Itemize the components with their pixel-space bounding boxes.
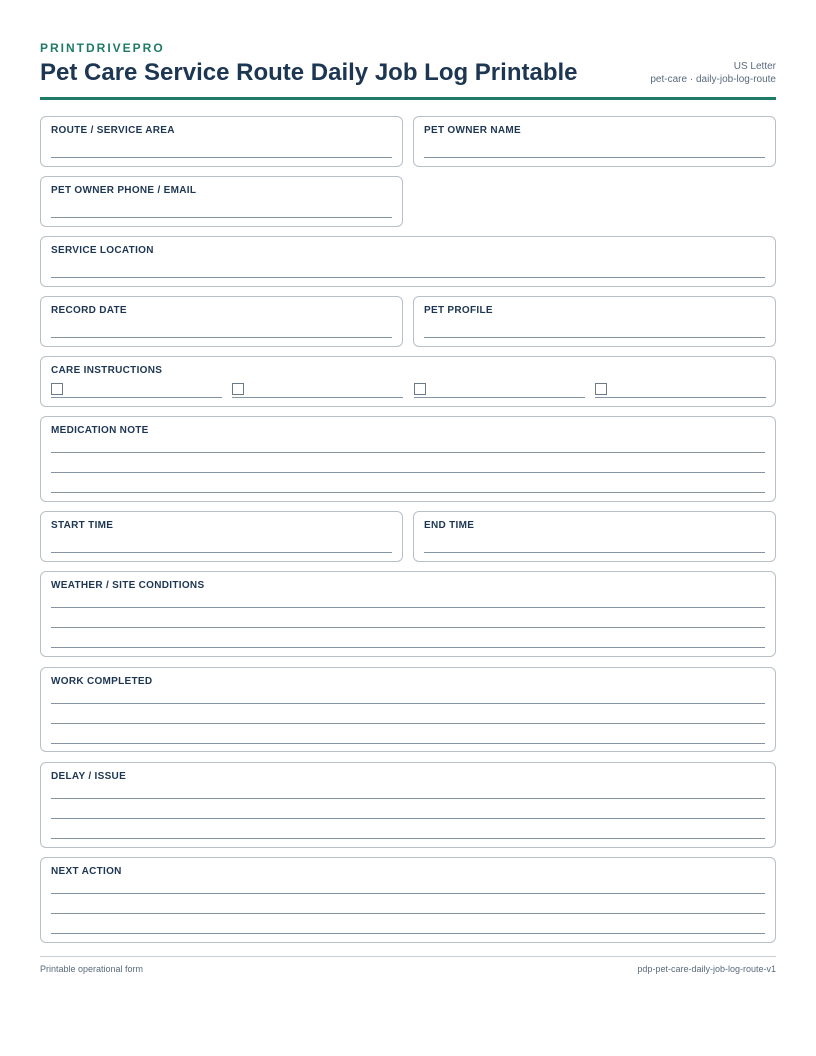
record-date-label: RECORD DATE — [51, 305, 127, 316]
write-line[interactable] — [51, 703, 765, 704]
document-meta — [650, 60, 776, 86]
pet-profile-label: PET PROFILE — [424, 305, 493, 316]
write-line[interactable] — [51, 933, 765, 934]
work-completed-field[interactable] — [40, 667, 776, 752]
write-line[interactable] — [424, 157, 765, 158]
start-time-field[interactable] — [40, 511, 403, 562]
owner-contact-label: PET OWNER PHONE / EMAIL — [51, 185, 197, 196]
next-action-label: NEXT ACTION — [51, 866, 122, 877]
write-line[interactable] — [51, 893, 765, 894]
end-time-field[interactable] — [413, 511, 776, 562]
write-line[interactable] — [51, 492, 765, 493]
medication-note-label: MEDICATION NOTE — [51, 425, 149, 436]
write-line[interactable] — [424, 337, 765, 338]
checkbox[interactable] — [51, 383, 63, 395]
delay-issue-label: DELAY / ISSUE — [51, 771, 127, 782]
care-instructions-label: CARE INSTRUCTIONS — [51, 365, 163, 376]
write-line[interactable] — [51, 838, 765, 839]
checkbox[interactable] — [595, 383, 607, 395]
medication-note-field[interactable] — [40, 416, 776, 502]
owner-name-label: PET OWNER NAME — [424, 125, 521, 136]
write-line[interactable] — [51, 217, 392, 218]
write-line[interactable] — [51, 818, 765, 819]
owner-name-field[interactable] — [413, 116, 776, 167]
pet-profile-field[interactable] — [413, 296, 776, 347]
write-line[interactable] — [51, 913, 765, 914]
weather-label: WEATHER / SITE CONDITIONS — [51, 580, 205, 591]
write-line[interactable] — [51, 277, 765, 278]
care-checkbox-item[interactable] — [414, 383, 585, 398]
brand-name: PRINTDRIVEPRO — [40, 41, 165, 55]
end-time-label: END TIME — [424, 520, 475, 531]
delay-issue-field[interactable] — [40, 762, 776, 848]
write-line[interactable] — [51, 337, 392, 338]
write-line[interactable] — [51, 723, 765, 724]
footer-left-text: Printable operational form — [40, 964, 144, 974]
write-line[interactable] — [51, 157, 392, 158]
write-line[interactable] — [51, 607, 765, 608]
weather-field[interactable] — [40, 571, 776, 657]
checkbox[interactable] — [414, 383, 426, 395]
owner-contact-field[interactable] — [40, 176, 403, 227]
care-instructions-field — [40, 356, 776, 407]
write-line[interactable] — [51, 552, 392, 553]
record-date-field[interactable] — [40, 296, 403, 347]
page-title: Pet Care Service Route Daily Job Log Printable — [40, 59, 578, 86]
checkbox[interactable] — [232, 383, 244, 395]
write-line[interactable] — [51, 452, 765, 453]
service-location-label: SERVICE LOCATION — [51, 245, 154, 256]
work-completed-label: WORK COMPLETED — [51, 676, 153, 687]
write-line[interactable] — [51, 743, 765, 744]
care-checkbox-item[interactable] — [595, 383, 766, 398]
write-line[interactable] — [424, 552, 765, 553]
header-divider — [40, 97, 776, 100]
footer-divider — [40, 956, 776, 957]
write-line[interactable] — [51, 647, 765, 648]
next-action-field[interactable] — [40, 857, 776, 943]
write-line[interactable] — [51, 627, 765, 628]
care-checkbox-item[interactable] — [51, 383, 222, 398]
footer-form-id: pdp-pet-care-daily-job-log-route-v1 — [637, 964, 776, 974]
care-checkbox-item[interactable] — [232, 383, 403, 398]
write-line[interactable] — [51, 472, 765, 473]
start-time-label: START TIME — [51, 520, 114, 531]
route-field[interactable] — [40, 116, 403, 167]
document-tags: pet-care · daily-job-log-route — [650, 74, 776, 85]
paper-size: US Letter — [733, 61, 776, 72]
service-location-field[interactable] — [40, 236, 776, 287]
write-line[interactable] — [51, 798, 765, 799]
route-label: ROUTE / SERVICE AREA — [51, 125, 175, 136]
